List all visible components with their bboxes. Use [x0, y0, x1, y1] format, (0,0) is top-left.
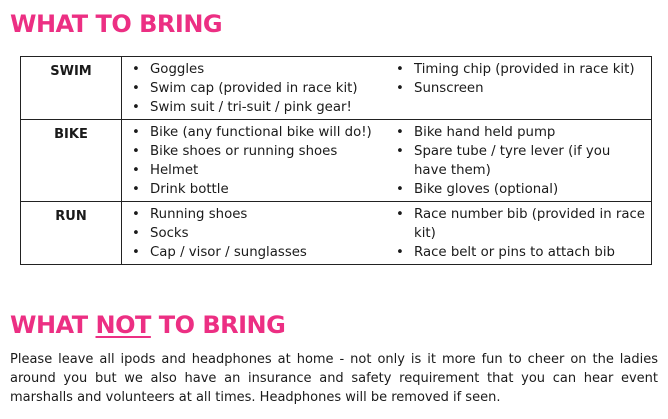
gear-checklist-table	[20, 56, 652, 265]
list-item: • Bike hand held pump	[396, 123, 646, 142]
what-not-to-bring-heading	[10, 311, 285, 339]
list-item: • Running shoes	[132, 205, 396, 224]
items-swim	[122, 57, 652, 120]
list-item: • Socks	[132, 224, 396, 243]
category-swim: SWIM	[21, 57, 122, 120]
list-item: • Drink bottle	[132, 180, 396, 199]
list-item: • Swim suit / tri-suit / pink gear!	[132, 98, 396, 117]
list-item: • Race number bib (provided in race kit)	[396, 205, 646, 243]
category-run: RUN	[21, 202, 122, 265]
category-bike: BIKE	[21, 120, 122, 202]
list-item: • Timing chip (provided in race kit)	[396, 60, 646, 79]
list-item: • Helmet	[132, 161, 396, 180]
list-item: • Race belt or pins to attach bib	[396, 243, 646, 262]
heading-part: TO BRING	[150, 311, 286, 339]
list-item: • Swim cap (provided in race kit)	[132, 79, 396, 98]
heading-part: WHAT	[10, 311, 96, 339]
list-item: • Bike shoes or running shoes	[132, 142, 396, 161]
list-item: • Sunscreen	[396, 79, 646, 98]
list-item: • Bike gloves (optional)	[396, 180, 646, 199]
list-item: • Spare tube / tyre lever (if you have them)	[396, 142, 646, 180]
headphones-notice: Please leave all ipods and headphones at home - not only is it more fun to cheer on the ladies around you but we also have an insurance and safety requirement that you can hear event marshalls and volunteers at all times. Headphones will be removed if seen.	[10, 352, 658, 405]
table-row-run	[21, 202, 652, 265]
table-row-bike	[21, 120, 652, 202]
items-bike	[122, 120, 652, 202]
list-item: • Bike (any functional bike will do!)	[132, 123, 396, 142]
list-item: • Goggles	[132, 60, 396, 79]
table-row-swim	[21, 57, 652, 120]
what-to-bring-heading: WHAT TO BRING	[10, 10, 223, 38]
list-item: • Cap / visor / sunglasses	[132, 243, 396, 262]
items-run	[122, 202, 652, 265]
heading-not-emphasis: NOT	[95, 311, 151, 339]
